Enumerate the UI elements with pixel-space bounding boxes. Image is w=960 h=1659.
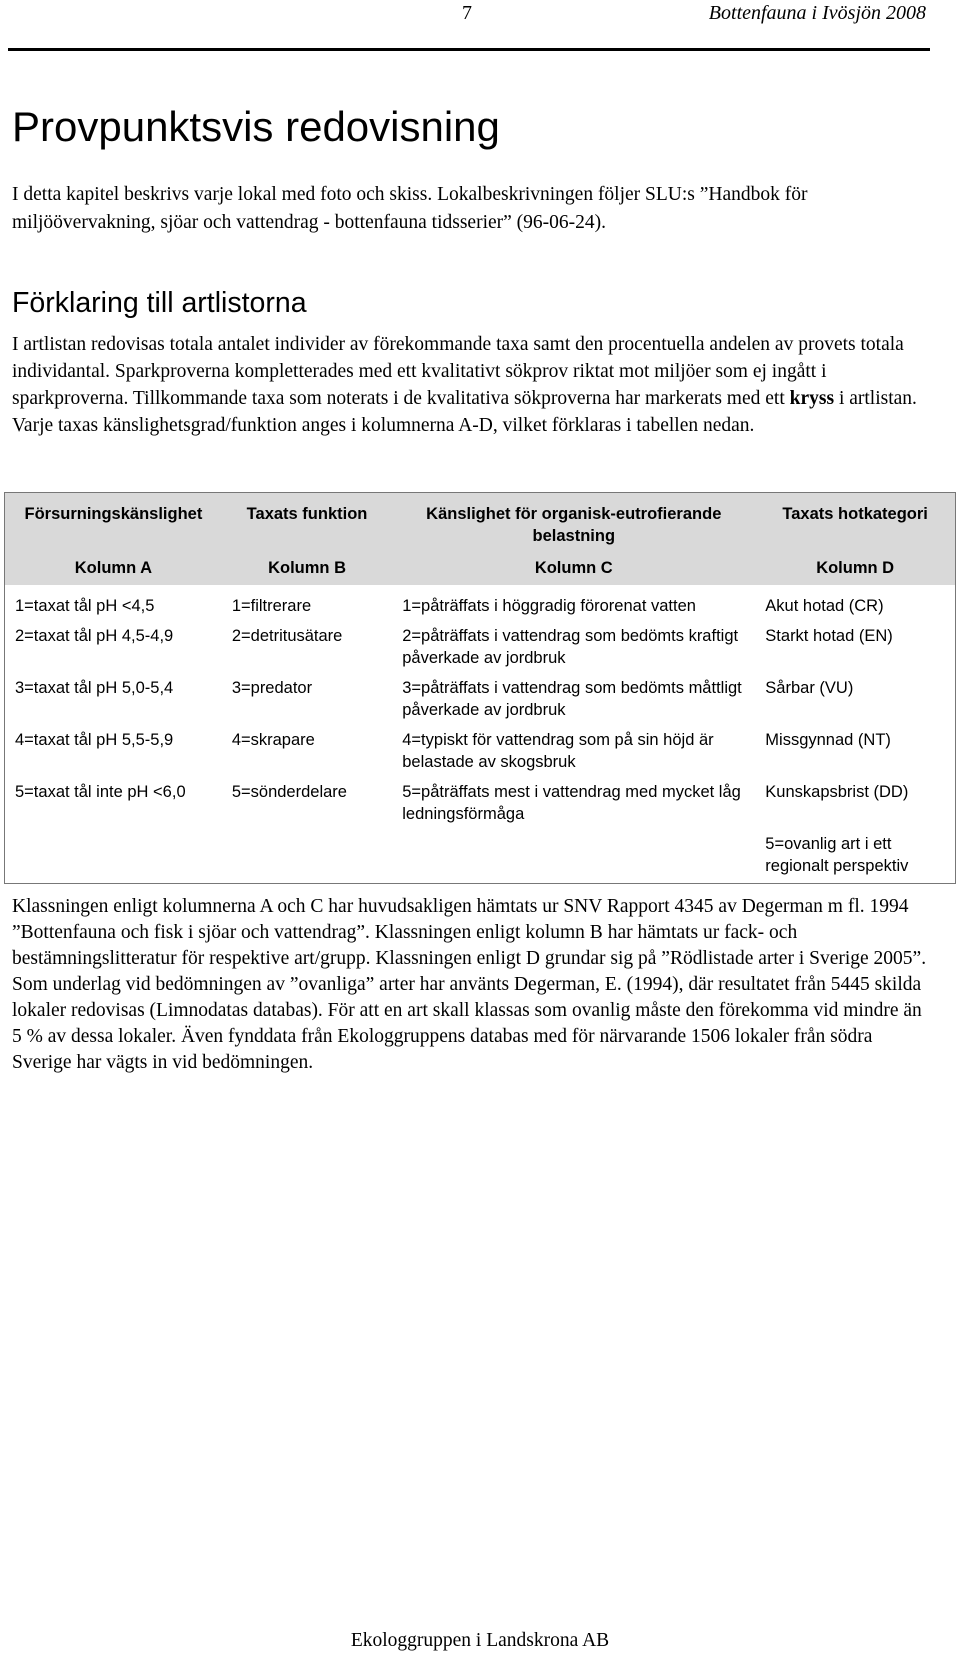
table-cell: 5=påträffats mest i vattendrag med mycket låg ledningsförmåga [402, 783, 741, 823]
table-row [5, 585, 956, 623]
table-cell: 1=taxat tål pH <4,5 [15, 597, 155, 615]
table-cell: 2=påträffats i vattendrag som bedömts kraftigt påverkade av jordbruk [402, 627, 739, 667]
page-header [0, 0, 960, 56]
page-footer: Ekologgruppen i Landskrona AB [350, 1630, 610, 1651]
table-header-cell: Känslighet för organisk-eutrofierande belastning [392, 493, 755, 552]
table-cell: 1=påträffats i höggradig förorenat vatten [402, 597, 696, 615]
table-cell: 3=taxat tål pH 5,0-5,4 [15, 679, 174, 697]
table-cell: Akut hotad (CR) [765, 597, 884, 615]
legend-text-part2: i artlistan. Varje taxas känslighetsgrad/funktion anges i kolumnerna A-D, vilket förklaras i tabellen nedan. [12, 388, 917, 436]
table-cell: Sårbar (VU) [765, 679, 854, 697]
table-cell: 2=taxat tål pH 4,5-4,9 [15, 627, 174, 645]
table-cell [392, 831, 755, 884]
table-cell: 4=skrapare [231, 731, 315, 749]
running-title: Bottenfauna i Ivösjön 2008 [708, 2, 926, 24]
table-cell: 3=påträffats i vattendrag som bedömts måttligt påverkade av jordbruk [402, 679, 742, 719]
table-cell: Starkt hotad (EN) [765, 627, 893, 645]
table-cell [5, 831, 222, 884]
table-header-cell: Försurningskänslighet [5, 493, 222, 552]
legend-paragraph [12, 331, 932, 439]
header-rule [8, 48, 930, 51]
legend-text-part1: I artlistan redovisas totala antalet individer av förekommande taxa samt den procentuella andelen av provets totala individantal. Sparkproverna kompletterades med ett kvalitativt sökprov riktat mot miljöer som ej ingått i sparkproverna. Tillkommande taxa som noterats i de kvalitativa sökproverna har markerats med ett [12, 334, 904, 409]
table-cell: 3=predator [231, 679, 313, 697]
table-cell [222, 831, 392, 884]
table-row [5, 779, 956, 831]
table-cell: 5=ovanlig art i ett regionalt perspektiv [765, 835, 909, 875]
table-cell: Kunskapsbrist (DD) [765, 783, 909, 801]
intro-paragraph: I detta kapitel beskrivs varje lokal med foto och skiss. Lokalbeskrivningen följer SLU:s ”Handbok för miljöövervakning, sjöar och vattendrag - bottenfauna tidsserier” (96-06-24). [12, 184, 808, 233]
page-title: Provpunktsvis redovisning [12, 103, 500, 150]
table-row [5, 831, 956, 884]
table-header-row [5, 493, 956, 552]
section-heading: Förklaring till artlistorna [12, 287, 307, 319]
table-cell: Missgynnad (NT) [765, 731, 891, 749]
table-cell: 2=detritusätare [231, 627, 343, 645]
closing-paragraph: Klassningen enligt kolumnerna A och C har huvudsakligen hämtats ur SNV Rapport 4345 av Degerman m fl. 1994 ”Bottenfauna och fisk i sjöar och vattendrag”. Klassningen enligt kolumn B har hämtats ur fack- och bestämningslitteratur för respektive art/grupp. Klassningen enligt D grundar sig på ”Rödlistade arter i Sverige 2005”. Som underlag vid bedömningen av ”ovanliga” arter har använts Degerman, E. (1994), där resultatet från 5445 skilda lokaler redovisas (Limnodatas databas). För att en art skall klassas som ovanlig måste den förekomma vid mindre än 5 % av dessa lokaler. Även fynddata från Ekologgruppens databas med för närvarande 1506 lokaler från södra Sverige har vägts in vid bedömningen. [12, 896, 927, 1073]
table-column-label: Kolumn D [755, 551, 955, 585]
table-cell: 4=typiskt för vattendrag som på sin höjd är belastade av skogsbruk [402, 731, 714, 771]
table-cell: 1=filtrerare [231, 597, 312, 615]
table-row [5, 675, 956, 727]
table-column-label-row [5, 551, 956, 585]
legend-bold-term: kryss [789, 388, 835, 409]
table-column-label: Kolumn B [222, 551, 392, 585]
table-header-cell: Taxats funktion [222, 493, 392, 552]
table-cell: 4=taxat tål pH 5,5-5,9 [15, 731, 174, 749]
table-header-cell: Taxats hotkategori [755, 493, 955, 552]
page-number: 7 [462, 2, 472, 24]
table-cell: 5=taxat tål inte pH <6,0 [15, 783, 186, 801]
table-row [5, 623, 956, 675]
classification-table [4, 492, 956, 884]
table-column-label: Kolumn C [392, 551, 755, 585]
table-cell: 5=sönderdelare [231, 783, 347, 801]
table-column-label: Kolumn A [5, 551, 222, 585]
table-row [5, 727, 956, 779]
